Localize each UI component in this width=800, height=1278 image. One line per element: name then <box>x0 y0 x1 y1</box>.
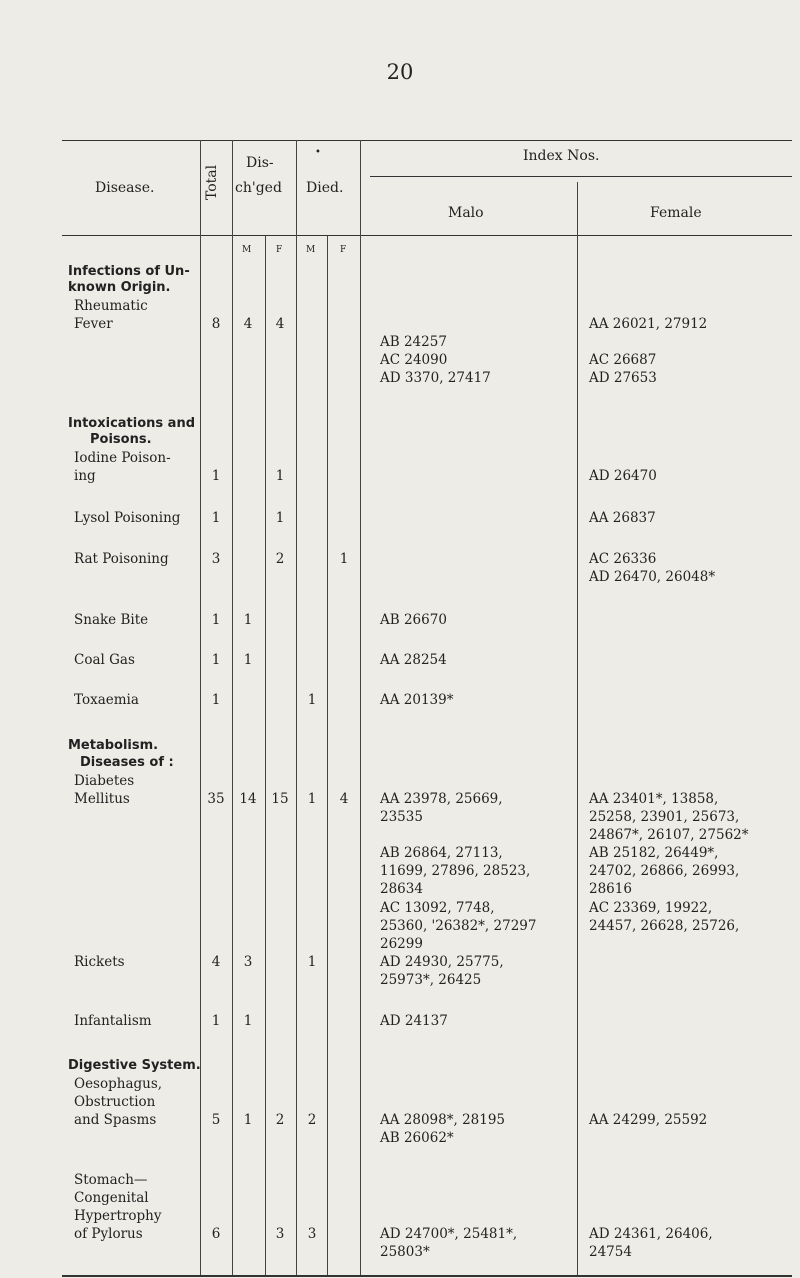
total-value: 1 <box>211 652 221 668</box>
discharged-f-value: 3 <box>275 1226 285 1242</box>
disease-name: of Pylorus <box>74 1226 143 1242</box>
died-m-value: 1 <box>307 954 317 970</box>
discharged-m-value: 1 <box>243 1112 253 1128</box>
header-died-m: M <box>306 245 316 255</box>
female-index: AC 26336 <box>589 551 657 567</box>
disease-name: Iodine Poison- <box>74 450 171 466</box>
col-divider <box>200 140 201 1275</box>
total-value: 1 <box>211 1013 221 1029</box>
header-index-nos: Index Nos. <box>523 148 600 164</box>
discharged-f-value: 1 <box>275 468 285 484</box>
male-index: AD 24700*, 25481*, <box>380 1226 518 1242</box>
died-m-value: 2 <box>307 1112 317 1128</box>
disease-name: Fever <box>74 316 113 332</box>
male-index: 28634 <box>380 881 423 897</box>
header-died-mark: • <box>315 147 321 158</box>
male-index: AA 23978, 25669, <box>380 791 503 807</box>
male-index: 25360, '26382*, 27297 <box>380 918 537 934</box>
col-divider <box>577 182 578 1275</box>
female-index: AA 26837 <box>589 510 656 526</box>
total-value: 3 <box>211 551 221 567</box>
total-value: 6 <box>211 1226 221 1242</box>
header-died: Died. <box>306 180 344 196</box>
col-divider <box>265 236 266 1275</box>
male-index: AB 26670 <box>380 612 447 628</box>
discharged-m-value: 1 <box>243 612 253 628</box>
male-index: AA 28098*, 28195 <box>380 1112 506 1128</box>
male-index: 25973*, 26425 <box>380 972 482 988</box>
header-female: Female <box>650 205 702 221</box>
male-index: AD 3370, 27417 <box>380 370 491 386</box>
total-value: 8 <box>211 316 221 332</box>
header-died-f: F <box>340 245 347 255</box>
disease-name: ing <box>74 468 96 484</box>
male-index: AB 24257 <box>380 334 447 350</box>
female-index: AA 26021, 27912 <box>589 316 708 332</box>
female-index: 24867*, 26107, 27562* <box>589 827 749 843</box>
died-f-value: 1 <box>339 551 349 567</box>
total-value: 4 <box>211 954 221 970</box>
male-index: 11699, 27896, 28523, <box>380 863 531 879</box>
section-metabolism-1: Metabolism. <box>68 738 159 753</box>
total-value: 5 <box>211 1112 221 1128</box>
section-intoxications-2: Poisons. <box>90 432 152 447</box>
female-index: 28616 <box>589 881 632 897</box>
discharged-m-value: 3 <box>243 954 253 970</box>
section-infections-1: Infections of Un- <box>68 264 190 279</box>
discharged-m-value: 4 <box>243 316 253 332</box>
died-f-value: 4 <box>339 791 349 807</box>
col-divider <box>232 140 233 1275</box>
header-male: Malo <box>448 205 484 221</box>
female-index: 25258, 23901, 25673, <box>589 809 740 825</box>
table-bottom-rule <box>62 1275 792 1277</box>
female-index: AD 27653 <box>589 370 657 386</box>
discharged-f-value: 2 <box>275 551 285 567</box>
female-index: AB 25182, 26449*, <box>589 845 719 861</box>
disease-name: Coal Gas <box>74 652 135 668</box>
male-index: AB 26062* <box>380 1130 454 1146</box>
female-index: AD 26470, 26048* <box>589 569 716 585</box>
table-top-rule <box>62 140 792 141</box>
male-index: AA 20139* <box>380 692 454 708</box>
disease-name: and Spasms <box>74 1112 157 1128</box>
died-m-value: 3 <box>307 1226 317 1242</box>
discharged-m-value: 14 <box>239 791 257 807</box>
total-value: 1 <box>211 510 221 526</box>
col-divider <box>296 140 297 1275</box>
female-index: AC 23369, 19922, <box>589 900 713 916</box>
died-m-value: 1 <box>307 791 317 807</box>
discharged-m-value: 1 <box>243 1013 253 1029</box>
discharged-f-value: 2 <box>275 1112 285 1128</box>
male-index: 26299 <box>380 936 423 952</box>
disease-name: Diabetes <box>74 773 135 789</box>
header-discharged-m: M <box>242 245 252 255</box>
male-index: 23535 <box>380 809 423 825</box>
col-divider <box>327 236 328 1275</box>
section-metabolism-2: Diseases of : <box>80 755 174 770</box>
total-value: 1 <box>211 612 221 628</box>
header-discharged-1: Dis- <box>246 155 274 171</box>
female-index: AD 26470 <box>589 468 657 484</box>
disease-name: Snake Bite <box>74 612 149 628</box>
total-value: 1 <box>211 468 221 484</box>
disease-name: Stomach— <box>74 1172 148 1188</box>
discharged-m-value: 1 <box>243 652 253 668</box>
disease-name: Infantalism <box>74 1013 152 1029</box>
female-index: AA 24299, 25592 <box>589 1112 708 1128</box>
header-bottom-rule <box>62 235 792 236</box>
disease-name: Hypertrophy <box>74 1208 162 1224</box>
disease-name: Oesophagus, <box>74 1076 163 1092</box>
disease-name: Lysol Poisoning <box>74 510 181 526</box>
male-index: AD 24137 <box>380 1013 448 1029</box>
disease-name: Rheumatic <box>74 298 148 314</box>
male-index: AC 24090 <box>380 352 448 368</box>
male-index: AC 13092, 7748, <box>380 900 495 916</box>
section-infections-2: known Origin. <box>68 280 171 295</box>
male-index: AD 24930, 25775, <box>380 954 504 970</box>
discharged-f-value: 1 <box>275 510 285 526</box>
header-disease: Disease. <box>95 180 155 196</box>
header-discharged-2: ch'ged <box>235 180 282 196</box>
total-value: 1 <box>211 692 221 708</box>
page-number: 20 <box>386 60 414 84</box>
discharged-f-value: 4 <box>275 316 285 332</box>
total-value: 35 <box>207 791 225 807</box>
header-discharged-f: F <box>276 245 283 255</box>
died-m-value: 1 <box>307 692 317 708</box>
disease-name: Congenital <box>74 1190 149 1206</box>
section-digestive: Digestive System. <box>68 1058 201 1073</box>
header-total: Total <box>204 164 220 200</box>
disease-name: Mellitus <box>74 791 130 807</box>
female-index: AD 24361, 26406, <box>589 1226 713 1242</box>
index-subrule <box>370 176 792 177</box>
female-index: AA 23401*, 13858, <box>589 791 719 807</box>
female-index: 24457, 26628, 25726, <box>589 918 740 934</box>
disease-name: Rickets <box>74 954 125 970</box>
male-index: AB 26864, 27113, <box>380 845 503 861</box>
disease-name: Obstruction <box>74 1094 156 1110</box>
col-divider <box>360 140 361 1275</box>
female-index: AC 26687 <box>589 352 657 368</box>
female-index: 24754 <box>589 1244 632 1260</box>
male-index: 25803* <box>380 1244 430 1260</box>
disease-name: Rat Poisoning <box>74 551 169 567</box>
section-intoxications-1: Intoxications and <box>68 416 196 431</box>
male-index: AA 28254 <box>380 652 447 668</box>
disease-name: Toxaemia <box>74 692 139 708</box>
discharged-f-value: 15 <box>271 791 289 807</box>
female-index: 24702, 26866, 26993, <box>589 863 740 879</box>
